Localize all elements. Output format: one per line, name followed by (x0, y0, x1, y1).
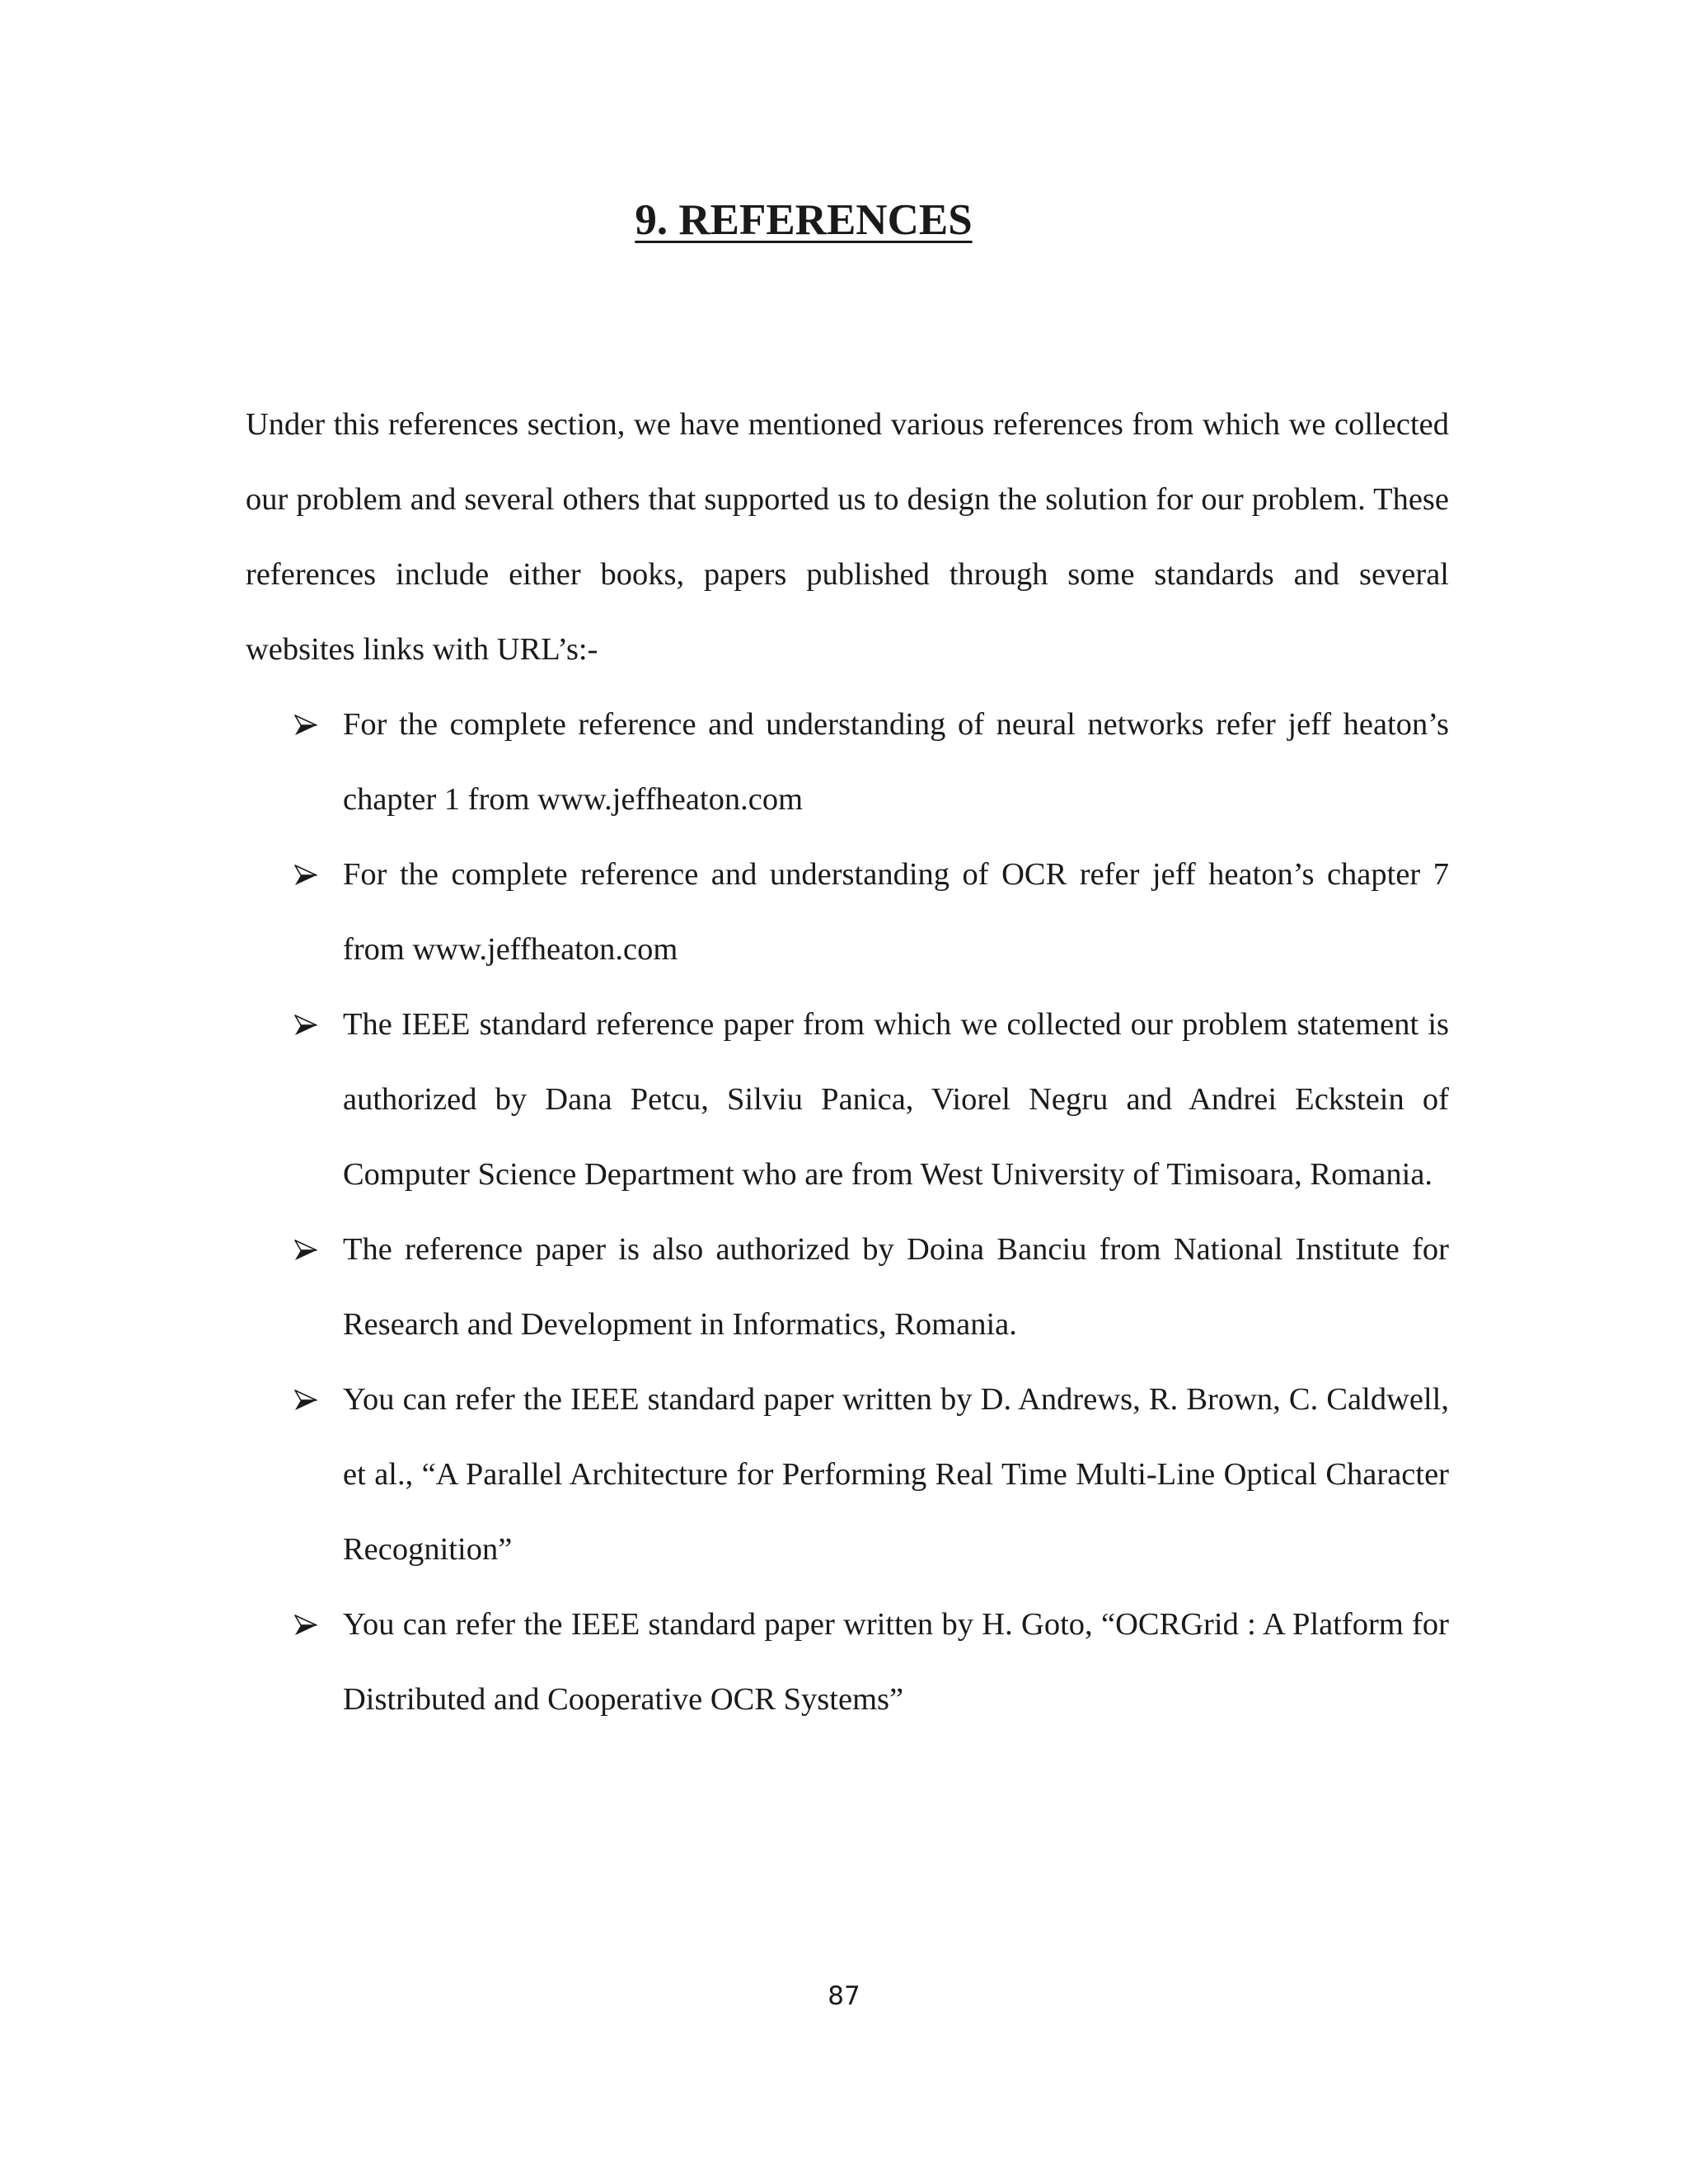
arrowhead-bullet-icon (293, 1587, 320, 1662)
reference-text: For the complete reference and understanding of OCR refer jeff heaton’s chapter 7 from www.jeffheaton.com (343, 857, 1449, 967)
references-list (246, 687, 1449, 1737)
reference-item (246, 687, 1449, 837)
arrowhead-bullet-icon (293, 837, 320, 912)
page-title (0, 191, 1607, 249)
page-title-text: 9. REFERENCES (635, 196, 973, 244)
intro-paragraph: Under this references section, we have mentioned various references from which we collected our problem and several others that supported us to design the solution for our problem. These references include either books, papers published through some standards and several websites links with URL’s:- (246, 407, 1449, 667)
reference-text: The IEEE standard reference paper from which we collected our problem statement is authorized by Dana Petcu, Silviu Panica, Viorel Negru and Andrei Eckstein of Computer Science Department who are from West University of Timisoara, Romania. (343, 1007, 1449, 1192)
reference-text: The reference paper is also authorized by Doina Banciu from National Institute for Research and Development in Informatics, Romania. (343, 1232, 1449, 1342)
arrowhead-bullet-icon (293, 1362, 320, 1437)
reference-item (246, 837, 1449, 987)
arrowhead-bullet-icon (293, 687, 320, 762)
reference-item (246, 1362, 1449, 1587)
arrowhead-bullet-icon (293, 1212, 320, 1287)
reference-text: For the complete reference and understanding of neural networks refer jeff heaton’s chapter 1 from www.jeffheaton.com (343, 707, 1449, 817)
reference-item (246, 1212, 1449, 1362)
reference-item (246, 1587, 1449, 1737)
reference-text: You can refer the IEEE standard paper written by H. Goto, “OCRGrid : A Platform for Distributed and Cooperative OCR Systems” (343, 1607, 1449, 1717)
reference-item (246, 987, 1449, 1212)
arrowhead-bullet-icon (293, 987, 320, 1062)
reference-text: You can refer the IEEE standard paper written by D. Andrews, R. Brown, C. Caldwell, et al., “A Parallel Architecture for Performing Real Time Multi-Line Optical Character Recognition” (343, 1382, 1449, 1567)
page-number: 87 (828, 1981, 860, 2011)
